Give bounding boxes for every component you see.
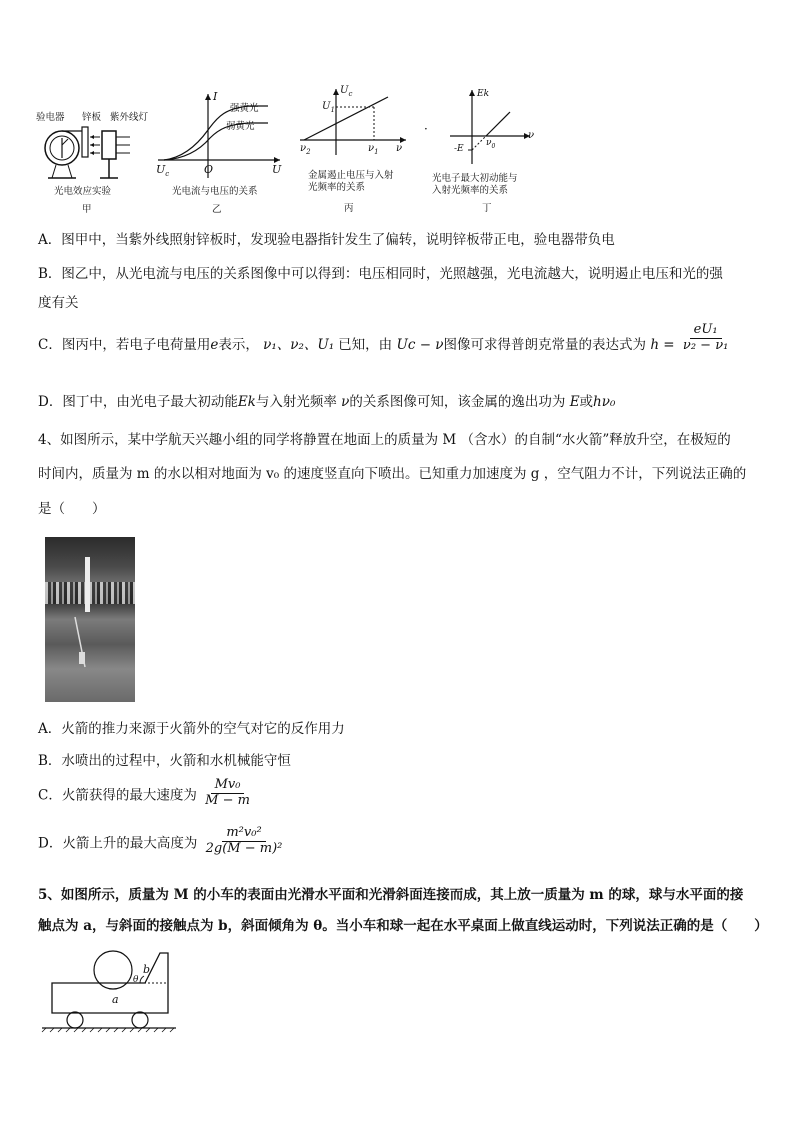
q4-option-d: D．火箭上升的最大高度为 $\frac{\text{m²v₀²}}{\text{2g(M − m)²}}$	[38, 825, 283, 856]
label-electroscope: 验电器	[36, 112, 65, 123]
caption-jia: 光电效应实验	[54, 186, 112, 197]
caption-ding-2: 入射光频率的关系	[432, 185, 509, 196]
q3-option-d: D．图丁中，由光电子最大初动能Ek与入射光频率 ν的关系图像可知，该金属的逸出功为 E或hν₀	[38, 394, 616, 410]
yi-origin-label: O	[204, 163, 214, 176]
caption-bing-2: 光频率的关系	[308, 182, 366, 193]
yi-uc-label: $U_c$	[156, 163, 170, 179]
q4-stem-line3: 是（ ）	[38, 501, 106, 517]
name-yi: 乙	[212, 204, 222, 215]
q4-option-c: C．火箭获得的最大速度为 $\frac{\text{Mv₀}}{M - m}$	[38, 777, 250, 808]
q4-option-a: A．火箭的推力来源于火箭外的空气对它的反作用力	[38, 721, 345, 737]
name-jia: 甲	[82, 204, 92, 215]
caption-yi: 光电流与电压的关系	[172, 186, 258, 197]
ding-xlabel: ν	[528, 130, 535, 141]
bing-v2-label: $\nu_2$	[300, 143, 311, 156]
stopping-voltage-graph	[296, 85, 411, 160]
q3-option-a: A．图甲中，当紫外线照射锌板时，发现验电器指针发生了偏转，说明锌板带正电，验电器带负电	[38, 232, 615, 248]
figure-jia	[30, 95, 149, 215]
ding-negE-label: -E	[454, 144, 464, 154]
q4-stem-line2: 时间内，质量为 m 的水以相对地面为 v₀ 的速度竖直向下喷出。已知重力加速度为 g ，空气阻力不计，下列说法正确的	[38, 466, 747, 482]
ding-ylabel: Ek	[477, 89, 490, 99]
separator-dot: ·	[424, 122, 428, 136]
yi-xlabel: U	[272, 163, 282, 176]
yi-ylabel: I	[213, 90, 218, 103]
q3-option-c: C．图丙中，若电子电荷量用e表示， ν₁、ν₂、U₁ 已知，由 Uc − ν图像可求得普朗克常量的表达式为 h = $\frac{\text{eU₁}}{\text{ν₂ − ν₁}}$	[38, 322, 729, 353]
caption-bing-1: 金属遏止电压与入射	[308, 170, 394, 181]
q4-option-b: B．水喷出的过程中，火箭和水机械能守恒	[38, 753, 291, 769]
bing-ylabel: $U_c$	[340, 85, 353, 98]
cart-ball-diagram	[40, 943, 180, 1033]
q3-option-b-line2: 度有关	[38, 295, 79, 311]
q3-option-b-line1: B．图乙中，从光电流与电压的关系图像中可以得到：电压相同时，光照越强，光电流越大，说明遏止电压和光的强	[38, 266, 723, 282]
water-rocket-photo	[45, 537, 135, 702]
figure-bing	[296, 85, 411, 217]
label-uv-lamp: 紫外线灯	[110, 112, 149, 123]
cart-label-theta: θ	[133, 975, 139, 985]
cart-label-b: b	[143, 963, 151, 976]
caption-ding-1: 光电子最大初动能与	[432, 173, 518, 184]
figure-ding	[430, 86, 545, 216]
q4-stem-line1: 4、如图所示，某中学航天兴趣小组的同学将静置在地面上的质量为 M （含水）的自制“水火箭”释放升空，在极短的	[38, 432, 731, 448]
bing-xlabel: ν	[396, 143, 403, 154]
current-voltage-graph	[150, 88, 285, 183]
ding-v0-label: $\nu_0$	[486, 138, 496, 150]
q5-stem-line1: 5、如图所示，质量为 M 的小车的表面由光滑水平面和光滑斜面连接而成，其上放一质量为 m 的球，球与水平面的接	[38, 887, 744, 903]
name-bing: 丙	[344, 203, 354, 214]
figure-yi	[150, 88, 285, 216]
q5-stem-line2: 触点为 a，与斜面的接触点为 b，斜面倾角为 θ。当小车和球一起在水平桌面上做直线运动时，下列说法正确的是（ ）	[38, 918, 768, 934]
cart-label-a: a	[112, 993, 119, 1006]
label-zinc-plate: 锌板	[82, 112, 102, 123]
yi-weak-label: 弱黄光	[226, 121, 255, 132]
bing-u1-label: $U_1$	[322, 101, 335, 114]
yi-strong-label: 强黄光	[230, 103, 259, 114]
name-ding: 丁	[482, 203, 492, 214]
bing-v1-label: $\nu_1$	[368, 143, 379, 156]
